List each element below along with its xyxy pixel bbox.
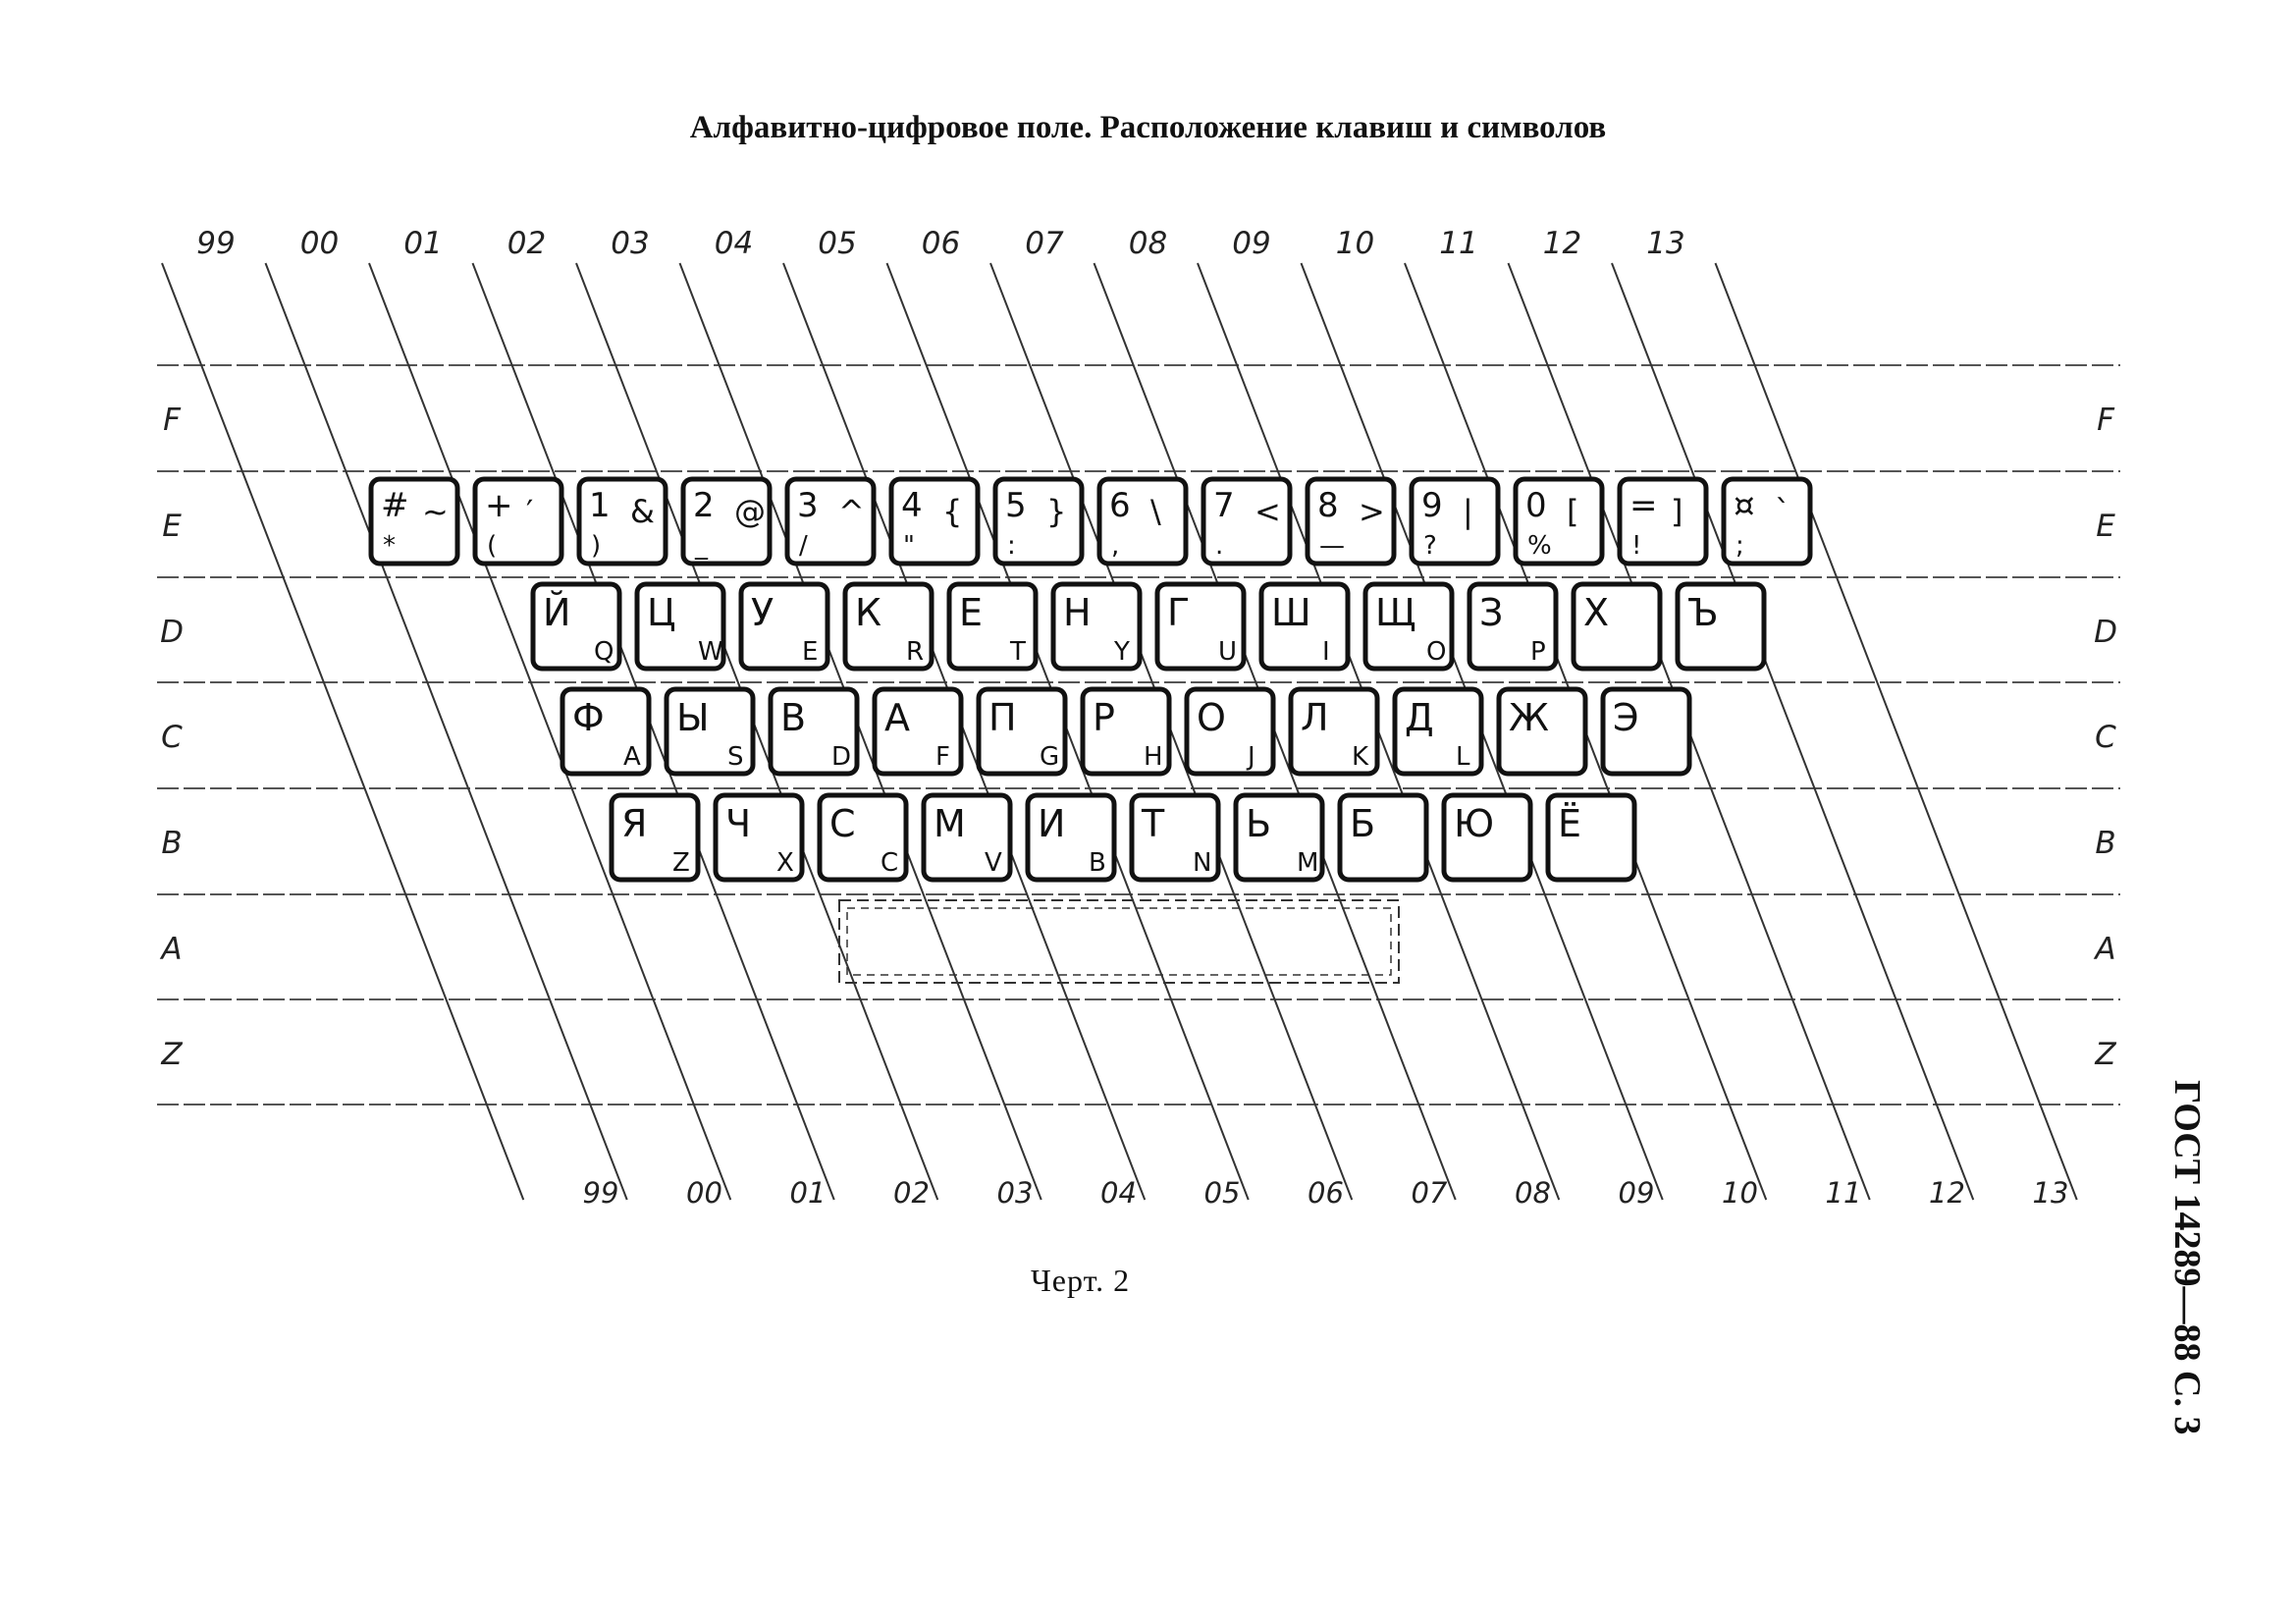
key: [1083, 689, 1169, 774]
space-bar-inner-frame: [847, 908, 1391, 975]
key-shift-symbol: /: [799, 531, 808, 561]
key-primary-symbol: 9: [1421, 486, 1443, 525]
key-secondary-symbol: <: [1255, 493, 1281, 530]
key-secondary-symbol: \: [1150, 493, 1161, 530]
key-primary-symbol: 2: [693, 486, 715, 525]
key-cyrillic-letter: Г: [1167, 591, 1191, 634]
key: [1444, 795, 1530, 880]
column-label-bottom: 01: [789, 1176, 827, 1210]
column-label-top: 01: [403, 226, 443, 261]
column-label-bottom: 13: [2032, 1176, 2069, 1210]
row-label-left: A: [161, 932, 183, 967]
column-label-bottom: 12: [1929, 1176, 1965, 1210]
figure-caption: Черт. 2: [1031, 1263, 1131, 1298]
key: [1099, 479, 1186, 564]
key-cyrillic-letter: Ж: [1509, 696, 1549, 739]
key: [667, 689, 753, 774]
key: [949, 584, 1036, 669]
key-primary-symbol: ¤: [1734, 486, 1755, 525]
key-latin-letter: Y: [1114, 637, 1130, 667]
key-cyrillic-letter: М: [934, 802, 966, 845]
key-cyrillic-letter: Л: [1301, 696, 1329, 739]
key-primary-symbol: +: [485, 486, 513, 525]
key-latin-letter: A: [623, 742, 641, 772]
key: [1132, 795, 1218, 880]
key-shift-symbol: ): [591, 531, 602, 561]
key-secondary-symbol: `: [1775, 493, 1790, 530]
key-cyrillic-letter: Й: [543, 591, 571, 634]
key: [475, 479, 561, 564]
key-latin-letter: B: [1089, 848, 1106, 878]
key-shift-symbol: *: [383, 531, 396, 561]
key-latin-letter: C: [881, 848, 899, 878]
column-label-top: 07: [1025, 226, 1064, 261]
column-label-bottom: 02: [893, 1176, 930, 1210]
key-latin-letter: M: [1297, 848, 1319, 878]
row-label-left: C: [161, 720, 183, 755]
column-label-bottom: 04: [1100, 1176, 1137, 1210]
key-cyrillic-letter: Р: [1093, 696, 1115, 739]
standard-reference: ГОСТ 14289—88 С. 3: [2166, 1080, 2208, 1435]
key-cyrillic-letter: Э: [1613, 696, 1639, 739]
key-latin-letter: I: [1322, 637, 1330, 667]
key-latin-letter: K: [1352, 742, 1369, 772]
key-cyrillic-letter: У: [751, 591, 774, 634]
column-label-bottom: 07: [1411, 1176, 1448, 1210]
key-secondary-symbol: &: [630, 493, 655, 530]
key-cyrillic-letter: К: [855, 591, 881, 634]
column-label-bottom: 10: [1722, 1176, 1758, 1210]
key-latin-letter: O: [1426, 637, 1447, 667]
key-secondary-symbol: ′: [526, 493, 534, 530]
key: [1678, 584, 1764, 669]
column-label-top: 10: [1335, 226, 1375, 261]
row-label-left: E: [162, 509, 182, 544]
key-cyrillic-letter: Ы: [676, 696, 710, 739]
key-shift-symbol: !: [1631, 531, 1642, 561]
key-cyrillic-letter: Т: [1142, 802, 1165, 845]
column-label-bottom: 08: [1515, 1176, 1551, 1210]
column-label-top: 04: [714, 226, 754, 261]
key-latin-letter: W: [698, 637, 723, 667]
key-secondary-symbol: ]: [1671, 493, 1683, 530]
key: [637, 584, 723, 669]
key-cyrillic-letter: О: [1197, 696, 1226, 739]
key-latin-letter: Q: [594, 637, 614, 667]
column-label-top: 03: [611, 226, 650, 261]
key: [533, 584, 619, 669]
key-shift-symbol: :: [1007, 531, 1016, 561]
key-cyrillic-letter: Ш: [1271, 591, 1311, 634]
key: [845, 584, 932, 669]
key: [820, 795, 906, 880]
key-shift-symbol: _: [695, 531, 708, 561]
key: [1574, 584, 1660, 669]
row-label-left: B: [161, 826, 183, 861]
key-cyrillic-letter: Ь: [1246, 802, 1272, 845]
column-label-bottom: 11: [1825, 1176, 1862, 1210]
key: [683, 479, 770, 564]
column-label-top: 13: [1646, 226, 1685, 261]
key-primary-symbol: 7: [1213, 486, 1235, 525]
key-shift-symbol: ;: [1735, 531, 1744, 561]
key-cyrillic-letter: Щ: [1375, 591, 1416, 634]
key-cyrillic-letter: И: [1038, 802, 1066, 845]
column-label-top: 05: [818, 226, 857, 261]
key-cyrillic-letter: Ъ: [1687, 591, 1719, 634]
key: [771, 689, 857, 774]
key-latin-letter: P: [1530, 637, 1546, 667]
key: [875, 689, 961, 774]
keys-group: [371, 479, 1810, 880]
key-latin-letter: T: [1010, 637, 1026, 667]
key: [1620, 479, 1706, 564]
key-latin-letter: L: [1456, 742, 1470, 772]
column-label-bottom: 09: [1618, 1176, 1655, 1210]
key-latin-letter: Z: [672, 848, 690, 878]
key: [1724, 479, 1810, 564]
key: [1187, 689, 1273, 774]
column-label-bottom: 99: [582, 1176, 619, 1210]
key: [1291, 689, 1377, 774]
key: [1028, 795, 1114, 880]
column-label-top: 06: [921, 226, 961, 261]
key: [1412, 479, 1498, 564]
key-secondary-symbol: >: [1359, 493, 1385, 530]
key-latin-letter: U: [1218, 637, 1238, 667]
column-label-top: 08: [1128, 226, 1168, 261]
key-cyrillic-letter: Е: [959, 591, 984, 634]
key: [612, 795, 698, 880]
key: [371, 479, 457, 564]
column-label-top: 02: [507, 226, 547, 261]
key: [1340, 795, 1426, 880]
key-shift-symbol: ?: [1423, 531, 1437, 561]
row-label-left: D: [160, 615, 184, 650]
key: [1469, 584, 1556, 669]
column-gridline: [162, 263, 523, 1200]
key: [1516, 479, 1602, 564]
key: [995, 479, 1082, 564]
key: [562, 689, 649, 774]
key-primary-symbol: 1: [589, 486, 611, 525]
column-label-top: 09: [1232, 226, 1271, 261]
key-shift-symbol: .: [1215, 531, 1224, 561]
key-shift-symbol: %: [1527, 531, 1552, 561]
key: [1236, 795, 1322, 880]
key-primary-symbol: 3: [797, 486, 819, 525]
column-label-bottom: 00: [686, 1176, 722, 1210]
key: [1261, 584, 1348, 669]
column-label-top: 12: [1542, 226, 1582, 261]
key-latin-letter: R: [906, 637, 925, 667]
row-label-right: C: [2095, 720, 2116, 755]
key-cyrillic-letter: З: [1479, 591, 1504, 634]
key-secondary-symbol: |: [1463, 493, 1473, 530]
row-label-left: F: [163, 403, 181, 438]
key-primary-symbol: 0: [1525, 486, 1547, 525]
key: [891, 479, 978, 564]
row-label-right: B: [2095, 826, 2116, 861]
row-label-right: Z: [2095, 1037, 2116, 1072]
key-cyrillic-letter: В: [780, 696, 807, 739]
key: [1548, 795, 1634, 880]
space-bar-outline: [839, 900, 1399, 983]
key: [1499, 689, 1585, 774]
key-cyrillic-letter: Я: [621, 802, 648, 845]
key: [1053, 584, 1140, 669]
key-latin-letter: E: [802, 637, 819, 667]
key-secondary-symbol: }: [1046, 493, 1067, 530]
key: [1603, 689, 1689, 774]
column-label-bottom: 03: [996, 1176, 1034, 1210]
row-label-left: Z: [161, 1037, 183, 1072]
column-label-bottom: 06: [1308, 1176, 1344, 1210]
key: [1157, 584, 1244, 669]
key-primary-symbol: 4: [901, 486, 923, 525]
key-primary-symbol: 5: [1005, 486, 1027, 525]
key-cyrillic-letter: А: [884, 696, 910, 739]
key: [979, 689, 1065, 774]
key: [924, 795, 1010, 880]
row-label-right: D: [2094, 615, 2117, 650]
key-shift-symbol: ": [903, 531, 915, 561]
key-latin-letter: V: [985, 848, 1002, 878]
key-primary-symbol: 6: [1109, 486, 1131, 525]
key-cyrillic-letter: С: [829, 802, 856, 845]
row-label-right: E: [2096, 509, 2115, 544]
column-label-top: 99: [196, 226, 236, 261]
key: [1395, 689, 1481, 774]
key: [1203, 479, 1290, 564]
key-cyrillic-letter: П: [988, 696, 1017, 739]
key-latin-letter: D: [831, 742, 852, 772]
key-cyrillic-letter: Х: [1583, 591, 1610, 634]
row-label-right: A: [2095, 932, 2116, 967]
key-primary-symbol: #: [381, 486, 409, 525]
key-secondary-symbol: ^: [838, 493, 865, 530]
column-gridline: [1716, 263, 2077, 1200]
key-latin-letter: N: [1193, 848, 1212, 878]
key-cyrillic-letter: Ё: [1558, 802, 1582, 845]
key: [1308, 479, 1394, 564]
key-primary-symbol: =: [1629, 486, 1658, 525]
key-secondary-symbol: ~: [422, 493, 449, 530]
key-shift-symbol: (: [487, 531, 498, 561]
key-cyrillic-letter: Ч: [725, 802, 752, 845]
space-bar-frame: [839, 900, 1399, 983]
key-cyrillic-letter: Ю: [1454, 802, 1495, 845]
key-cyrillic-letter: Д: [1405, 696, 1434, 739]
key-secondary-symbol: [: [1567, 493, 1579, 530]
key-latin-letter: S: [727, 742, 744, 772]
key-latin-letter: J: [1248, 742, 1255, 772]
key-secondary-symbol: {: [942, 493, 963, 530]
key-cyrillic-letter: Ц: [647, 591, 676, 634]
column-label-top: 11: [1439, 226, 1478, 261]
key-cyrillic-letter: Б: [1350, 802, 1376, 845]
key-shift-symbol: —: [1319, 531, 1345, 561]
key-latin-letter: F: [935, 742, 950, 772]
key-latin-letter: X: [776, 848, 794, 878]
key-latin-letter: G: [1040, 742, 1060, 772]
key-shift-symbol: ,: [1111, 531, 1120, 561]
key-cyrillic-letter: Ф: [572, 696, 605, 739]
key: [787, 479, 874, 564]
column-label-bottom: 05: [1203, 1176, 1241, 1210]
key-latin-letter: H: [1144, 742, 1163, 772]
key: [579, 479, 666, 564]
key: [716, 795, 802, 880]
column-label-top: 00: [299, 226, 340, 261]
key: [1365, 584, 1452, 669]
key: [741, 584, 828, 669]
figure-title: Алфавитно-цифровое поле. Расположение клавиш и символов: [689, 110, 1607, 145]
row-label-right: F: [2097, 403, 2114, 438]
key-primary-symbol: 8: [1317, 486, 1339, 525]
key-cyrillic-letter: Н: [1063, 591, 1092, 634]
key-secondary-symbol: @: [734, 493, 766, 530]
